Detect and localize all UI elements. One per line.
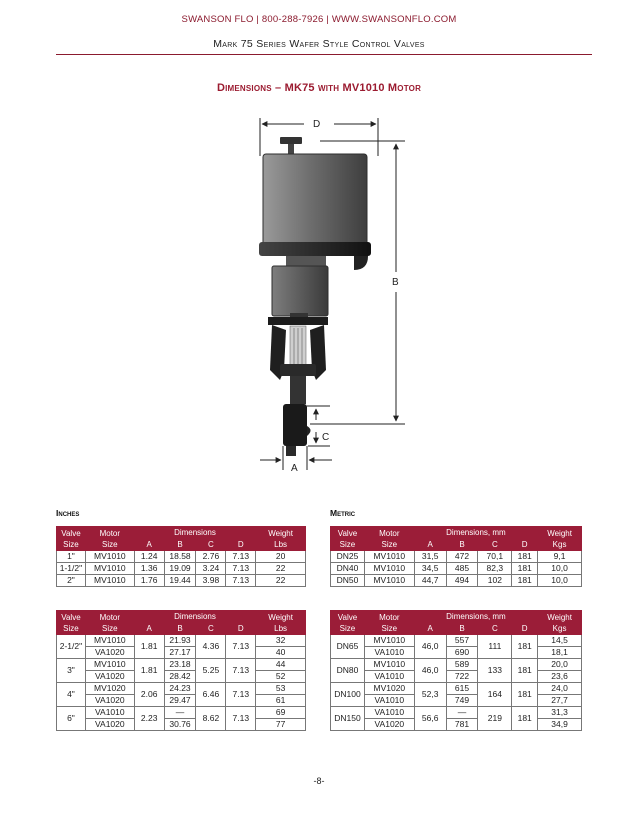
table-cell: 6": [57, 707, 86, 731]
table-cell: MV1010: [85, 563, 134, 575]
table-cell: 19.44: [164, 575, 196, 587]
table-cell: 29.47: [164, 695, 196, 707]
table-cell: 3": [57, 659, 86, 683]
table-cell: 44: [256, 659, 306, 671]
table-cell: 164: [478, 683, 512, 707]
table-cell: DN40: [331, 563, 365, 575]
table-cell: 10,0: [538, 563, 582, 575]
table-row: [331, 707, 582, 719]
table-cell: 82,3: [478, 563, 512, 575]
table-cell: 181: [512, 551, 538, 563]
col-motor-size: Motor Size: [85, 527, 134, 551]
table-cell: 781: [446, 719, 478, 731]
table-cell: 46,0: [414, 635, 446, 659]
table-cell: 7.13: [226, 707, 256, 731]
document-title: Mark 75 Series Wafer Style Control Valves: [213, 38, 425, 50]
col-a: A: [414, 539, 446, 551]
col-c: C: [478, 623, 512, 635]
table-cell: MV1010: [364, 563, 414, 575]
table-cell: 61: [256, 695, 306, 707]
table-cell: 1": [57, 551, 86, 563]
valve-yoke: [268, 317, 328, 404]
table-cell: 181: [512, 563, 538, 575]
label-b: B: [392, 277, 399, 288]
table-cell: 133: [478, 659, 512, 683]
dimension-c: [307, 406, 330, 446]
table-cell: 31,3: [538, 707, 582, 719]
table-cell: MV1010: [364, 575, 414, 587]
label-c: C: [322, 432, 330, 443]
table-row: [57, 683, 306, 695]
table-cell: 219: [478, 707, 512, 731]
table-cell: MV1010: [364, 635, 414, 647]
table-cell: DN25: [331, 551, 365, 563]
col-c: C: [196, 539, 226, 551]
table-cell: VA1010: [364, 647, 414, 659]
table-row: [331, 563, 582, 575]
table-cell: 27,7: [538, 695, 582, 707]
table-cell: VA1010: [364, 707, 414, 719]
table-cell: 69: [256, 707, 306, 719]
col-b: B: [164, 623, 196, 635]
col-dimensions: Dimensions: [134, 611, 255, 623]
table-cell: 1.76: [134, 575, 164, 587]
table-cell: 1.81: [134, 659, 164, 683]
table-row: [331, 719, 582, 731]
table-cell: —: [446, 707, 478, 719]
table-cell: 34,9: [538, 719, 582, 731]
table-row: [331, 659, 582, 671]
table-cell: VA1010: [364, 671, 414, 683]
inches-heading: Inches: [56, 508, 80, 518]
col-motor-size: Motor Size: [85, 611, 134, 635]
table-row: [331, 635, 582, 647]
table-cell: 690: [446, 647, 478, 659]
col-c: C: [478, 539, 512, 551]
table-cell: 615: [446, 683, 478, 695]
table-row: [57, 563, 306, 575]
valve-body: [283, 404, 311, 456]
table-cell: 749: [446, 695, 478, 707]
metric-small-table: [330, 526, 582, 587]
table-cell: 181: [512, 707, 538, 731]
table-cell: 21.93: [164, 635, 196, 647]
table-cell: DN50: [331, 575, 365, 587]
col-d: D: [226, 623, 256, 635]
table-row: [57, 719, 306, 731]
table-cell: 9,1: [538, 551, 582, 563]
table-cell: 27.17: [164, 647, 196, 659]
table-cell: 722: [446, 671, 478, 683]
table-cell: 77: [256, 719, 306, 731]
table-cell: 2-1/2": [57, 635, 86, 659]
col-b: B: [446, 623, 478, 635]
header-rule: [56, 54, 592, 55]
col-motor-size: Motor Size: [364, 527, 414, 551]
table-cell: 31,5: [414, 551, 446, 563]
table-cell: VA1020: [85, 719, 134, 731]
table-cell: 56,6: [414, 707, 446, 731]
col-valve-size: Valve Size: [331, 611, 365, 635]
table-cell: MV1010: [85, 575, 134, 587]
table-cell: MV1010: [85, 551, 134, 563]
table-cell: VA1020: [85, 647, 134, 659]
table-cell: 4.36: [196, 635, 226, 659]
table-cell: DN100: [331, 683, 365, 707]
table-cell: 111: [478, 635, 512, 659]
table-cell: 24,0: [538, 683, 582, 695]
table-cell: 2.23: [134, 707, 164, 731]
valve-dimension-drawing: [250, 108, 420, 474]
table-cell: MV1020: [364, 683, 414, 695]
table-cell: 44,7: [414, 575, 446, 587]
table-row: [331, 671, 582, 683]
metric-large-table: [330, 610, 582, 731]
col-weight: Weight Kgs: [538, 611, 582, 635]
col-valve-size: Valve Size: [57, 527, 86, 551]
label-d: D: [313, 119, 321, 130]
table-cell: 1.24: [134, 551, 164, 563]
table-cell: DN150: [331, 707, 365, 731]
table-cell: 2.76: [196, 551, 226, 563]
col-valve-size: Valve Size: [331, 527, 365, 551]
table-cell: 40: [256, 647, 306, 659]
table-cell: 2.06: [134, 683, 164, 707]
table-cell: 7.13: [226, 563, 256, 575]
table-cell: MV1010: [364, 659, 414, 671]
table-cell: 20,0: [538, 659, 582, 671]
table-cell: 1.81: [134, 635, 164, 659]
table-cell: 7.13: [226, 683, 256, 707]
inches-large-table: [56, 610, 306, 731]
label-a: A: [291, 463, 298, 474]
col-a: A: [414, 623, 446, 635]
col-d: D: [512, 539, 538, 551]
table-cell: 181: [512, 659, 538, 683]
table-cell: 22: [256, 563, 306, 575]
table-cell: VA1020: [85, 671, 134, 683]
table-row: [57, 635, 306, 647]
table-row: [331, 683, 582, 695]
table-cell: 8.62: [196, 707, 226, 731]
col-c: C: [196, 623, 226, 635]
table-cell: 7.13: [226, 659, 256, 683]
table-cell: 18.58: [164, 551, 196, 563]
col-dimensions: Dimensions, mm: [414, 527, 537, 539]
table-cell: MV1010: [364, 551, 414, 563]
table-row: [331, 575, 582, 587]
table-cell: 472: [446, 551, 478, 563]
table-cell: 4": [57, 683, 86, 707]
table-cell: 6.46: [196, 683, 226, 707]
table-cell: 1-1/2": [57, 563, 86, 575]
table-cell: 102: [478, 575, 512, 587]
table-row: [331, 695, 582, 707]
table-cell: 14,5: [538, 635, 582, 647]
table-cell: 52: [256, 671, 306, 683]
table-row: [57, 575, 306, 587]
table-cell: 7.13: [226, 551, 256, 563]
table-cell: MV1010: [85, 659, 134, 671]
table-cell: 28.42: [164, 671, 196, 683]
table-cell: VA1020: [364, 719, 414, 731]
metric-heading: Metric: [330, 508, 356, 518]
table-cell: 494: [446, 575, 478, 587]
table-cell: VA1010: [364, 695, 414, 707]
table-cell: 23,6: [538, 671, 582, 683]
table-row: [57, 695, 306, 707]
table-cell: 20: [256, 551, 306, 563]
table-cell: 485: [446, 563, 478, 575]
table-cell: 32: [256, 635, 306, 647]
table-row: [331, 647, 582, 659]
col-weight: Weight Lbs: [256, 527, 306, 551]
col-motor-size: Motor Size: [364, 611, 414, 635]
table-cell: 22: [256, 575, 306, 587]
col-b: B: [446, 539, 478, 551]
table-cell: —: [164, 707, 196, 719]
col-weight: Weight Kgs: [538, 527, 582, 551]
col-b: B: [164, 539, 196, 551]
col-a: A: [134, 623, 164, 635]
table-cell: 53: [256, 683, 306, 695]
table-cell: 589: [446, 659, 478, 671]
table-cell: 46,0: [414, 659, 446, 683]
table-cell: 1.36: [134, 563, 164, 575]
col-dimensions: Dimensions: [134, 527, 255, 539]
table-cell: 5.25: [196, 659, 226, 683]
table-cell: 19.09: [164, 563, 196, 575]
table-cell: 7.13: [226, 575, 256, 587]
table-row: [57, 671, 306, 683]
table-cell: 24.23: [164, 683, 196, 695]
table-cell: MV1010: [85, 635, 134, 647]
table-cell: 70,1: [478, 551, 512, 563]
table-cell: 30.76: [164, 719, 196, 731]
table-cell: 181: [512, 683, 538, 707]
table-row: [331, 551, 582, 563]
table-cell: 3.98: [196, 575, 226, 587]
col-d: D: [512, 623, 538, 635]
dimension-d: [260, 118, 378, 156]
col-dimensions: Dimensions, mm: [414, 611, 537, 623]
table-cell: 181: [512, 575, 538, 587]
table-cell: DN80: [331, 659, 365, 683]
table-cell: 2": [57, 575, 86, 587]
col-valve-size: Valve Size: [57, 611, 86, 635]
table-cell: 7.13: [226, 635, 256, 659]
table-cell: 18,1: [538, 647, 582, 659]
table-cell: 181: [512, 635, 538, 659]
table-cell: 52,3: [414, 683, 446, 707]
section-title: Dimensions – MK75 with MV1010 Motor: [216, 82, 422, 94]
table-row: [57, 551, 306, 563]
table-row: [57, 707, 306, 719]
table-cell: DN65: [331, 635, 365, 659]
actuator-motor: [259, 137, 371, 319]
col-a: A: [134, 539, 164, 551]
page-number: -8-: [313, 776, 325, 786]
table-cell: VA1010: [85, 707, 134, 719]
table-cell: 3.24: [196, 563, 226, 575]
inches-small-table: [56, 526, 306, 587]
table-cell: 10,0: [538, 575, 582, 587]
table-cell: VA1020: [85, 695, 134, 707]
contact-line: SWANSON FLO | 800-288-7926 | WWW.SWANSONFLO.COM: [181, 14, 457, 25]
col-weight: Weight Lbs: [256, 611, 306, 635]
table-cell: 34,5: [414, 563, 446, 575]
table-row: [57, 659, 306, 671]
table-cell: 23.18: [164, 659, 196, 671]
table-cell: 557: [446, 635, 478, 647]
table-cell: MV1020: [85, 683, 134, 695]
table-row: [57, 647, 306, 659]
col-d: D: [226, 539, 256, 551]
